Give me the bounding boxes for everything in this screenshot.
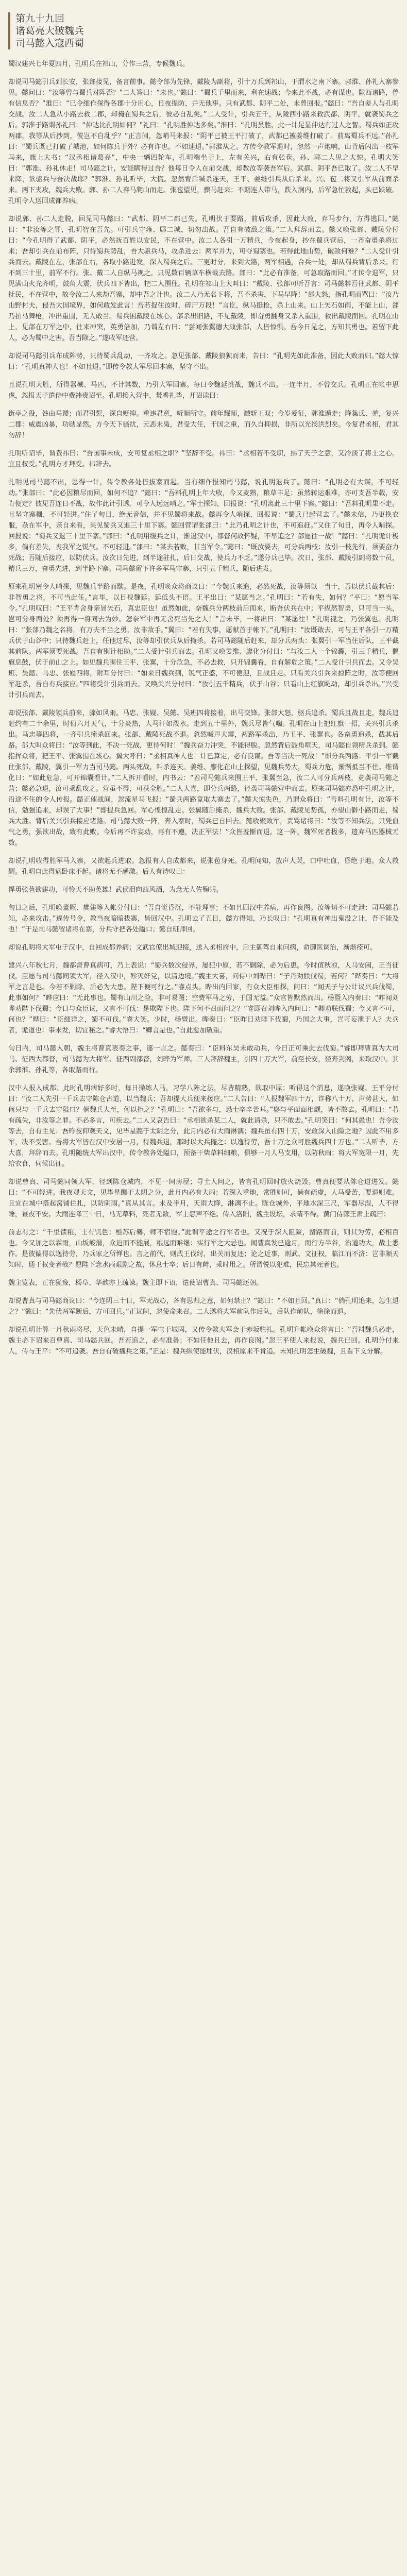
paragraph: 孔明见司马懿不出，思得一计，传令教各处皆拔寨而起。当有细作报知司马懿，说孔明退兵了。懿曰：“孔明必有大谋，不可轻动。”张郃曰：“此必因粮尽而回，如何不追？”懿曰：“吾料孔明上年大收，今又麦熟，粮草丰足；虽然转运艰难，亦可支吾半载，安肯便走？彼见吾连日不战，故作此计引诱。可令人远远哨之。”军士探知，回报说：“孔明离此三十里下寨。”懿曰：“吾料孔明果不走。且坚守寨栅，不可轻进。”住了旬日，绝无音信，并不见蜀将来战。懿再令人哨探，回报说：“蜀兵已起营去了。”懿未信，乃更换衣服，杂在军中，亲自来看，果见蜀兵又退三十里下寨。懿回营谓张郃曰：“此乃孔明之计也，不可追赶。”又住了旬日，再令人哨探。回报说：“蜀兵又退三十里下寨。”郃曰：“孔明用缓兵之计，渐退汉中，都督何故怀疑，不早追之？郃愿往一战！”懿曰：“孔明诡计极多，倘有差失，丧我军之锐气。不可轻进。”郃曰：“某去若败，甘当军令。”懿曰：“既汝要去，可分兵两枝：汝引一枝先行，须要奋力死战；吾随后接应，以防伏兵。汝次日先进，到半途驻扎，后日交战，使兵力不乏。”遂分兵已毕。次日，张郃、戴陵引副将数十员，精兵三万，奋勇先进，到半路下寨。司马懿留下许多军马守寨，只引五千精兵，随后进发。	[8, 479, 399, 573]
paragraph: 孔明听诏毕，谓费祎曰：“吾国事未成，安可复丞相之职？”坚辞不受。祎曰：“丞相若不受职，拂了天子之意，又冷淡了将士之心。宜且权受。”孔明方才拜受。祎辞去。	[8, 450, 399, 468]
paragraph: 却说司马懿引兵布成阵势，只待蜀兵乱动，一齐攻之。忽见张郃、戴陵狼狈而来，告曰：“孔明先如此准备，因此大败而归。”懿大惊曰：“孔明真神人也！不如且退。”即传令教大军尽回本寨，坚守不出。	[8, 352, 399, 371]
paragraph: 蜀汉建兴七年夏四月，孔明兵在祁山，分作三营，专候魏兵。	[8, 60, 190, 68]
chapter-title-line-2: 司马懿入寇西蜀	[15, 38, 84, 49]
paragraph: 却说孔明将大军屯于汉中，自回成都养病；文武官僚出城迎接，送入丞相府中，后主御驾自来问病，命御医调治，渐渐痊可。	[8, 944, 377, 952]
paragraph: 却说曹真与司马懿商议曰：“今连阴三十日，军无战心，各有思归之意，如何禁止？”懿曰：“不如且回。”真曰：“倘孔明追来，怎生退之？”懿曰：“先伏两军断后，方可回兵。”正议间，忽使命来召。二人遂将大军前队作后队，后队作前队，徐徐而退。	[8, 1297, 399, 1316]
chapter-title-line-1: 诸葛亮大破魏兵	[15, 25, 84, 37]
paragraph: 悍勇张苞欲建功，可怜天不助英雄！武侯泪向西风洒，为念无人佐鞠躬。	[8, 886, 223, 894]
paragraph: 汉中人报入成都。此时孔明病好多时，每日操练人马，习学八阵之法，尽皆精熟，欲取中原；听得这个消息，遂唤张嶷、王平分付曰：“汝二人先引一千兵去守陈仓古道，以当魏兵；吾却提大兵便来接应。”二人告曰：“人报魏军四十万，诈称八十万，声势甚大，如何只与一千兵去守隘口？倘魏兵大至，何以拒之？”孔明曰：“吾欲多与，恐士卒辛苦耳。”嶷与平面面相觑，皆不敢去。孔明曰：“若有疏失，非汝等之罪。不必多言，可疾去。”二人又哀告曰：“丞相欲杀某二人，就此请杀，只不敢去。”孔明笑曰：“何其愚也！吾令汝等去，自有主见：吾昨夜仰观天文，见毕星躔于太阴之分，此月内必有大雨淋漓；魏兵虽有四十万，安敢深入山险之地？因此不用多军，决不受害。吾将大军皆在汉中安居一月，待魏兵退，那时以大兵掩之：以逸待劳，吾十万之众可胜魏兵四十万也。”二人听毕，方大喜，拜辞而去。孔明随统大军出汉中，传令教各处隘口，预备干柴草料细粮，俱够一月人马支用，以防秋雨；将大军宽限一月，先给衣食，伺候出征。	[8, 1084, 399, 1168]
paragraph: 旬日内，司马懿入朝，魏主将曹真表奏之事，逐一言之。懿奏曰：“臣料东吴未敢动兵，今日正可乘此去伐蜀。”睿即拜曹真为大司马、征西大都督，司马懿为大将军、征西副都督，刘晔为军师。三人拜辞魏主，引四十万大军，前至长安，径奔剑阁，来取汉中。其余郭淮、孙礼等，各取路而行。	[8, 1045, 399, 1074]
paragraph: 却说曹真、司马懿同领大军，径到陈仓城内，不见一间房屋；寻土人问之，皆言孔明回时放火烧毁。曹真便要从陈仓道进发。懿曰：“不可轻进。我夜观天文，见毕星躔于太阴之分，此月内必有大雨；若深入重地，常胜则可，倘有疏虞，人马受苦，要退则难。且宜在城中搭起窝铺住扎，以防阴雨。”真从其言。未及半月，天雨大降，淋漓不止。陈仓城外，平地水深三尺，军器尽湿，人不得睡，昼夜不安。大雨连降三十日，马无草料，死者无数，军士怨声不绝。传入洛阳，魏主设坛，求晴不得。黄门侍郎王肃上疏曰：	[8, 1178, 399, 1218]
chapter-title	[8, 12, 399, 49]
paragraph: 却说张郃、戴陵领兵前来，骤如风雨。马忠、张嶷、吴懿、吴班四将接着，出马交锋。张郃大怒，驱兵追杀。蜀兵且战且走，魏兵追赶约有二十余里，时值六月天气，十分炎热，人马汗如泼水。走到五十里外，魏兵尽皆气喘。孔明在山上把红旗一招，关兴引兵杀出。马忠等四将，一齐引兵掩杀回来。张郃、戴陵死战不退。忽然喊声大震，两路军杀出，乃王平、张翼也。各奋勇追杀，截其后路。郃大叫众将曰：“汝等到此，不决一死战，更待何时！”魏兵奋力冲突，不能得脱。忽然背后鼓角喧天，司马懿自领精兵杀到。懿指挥众将，把王平、张翼围在垓心。翼大呼曰：“丞相真神人也！计已算定，必有良谋。吾等当决一死战！”即分兵两路：平引一军截住张郃、戴陵，翼引一军力当司马懿。两头死战，叫杀连天。姜维、廖化在山上探望，见魏兵势大，蜀兵力危，渐渐抵当不住。维谓化曰：“如此危急，可开锦囊看计。”二人拆开看时，内书云：“若司马懿兵来围王平、张翼至急，汝二人可分兵两枝，竟袭司马懿之营；懿必急退，汝可乘乱攻之。营虽不得，可获全胜。”二人大喜，即分兵两路，径袭司马懿营中而去。原来司马懿亦恐中孔明之计，沿途不住的令人传报。懿正催战间，忽流星马飞报：“蜀兵两路竟取大寨去了。”懿大惊失色，乃谓众将曰：“吾料孔明有计，汝等不信，勉强追来，却误了大事！”即提兵急回。军心惶惶乱走。张翼随后掩杀，魏兵大败。张郃、戴陵见势孤，亦望山僻小路而走，蜀兵大胜。背后关兴引兵接应诸路。司马懿大败一阵，奔入寨时，蜀兵已自回去。懿收聚败军，责骂诸将曰：“汝等不知兵法，只凭血气之勇，强欲出战，致有此败。今后再不许妄动，再有不遵，决正军法！”众皆羞惭而退。这一阵，魏军死者极多，遗弃马匹器械无数。	[8, 709, 399, 847]
paragraph: 却说郭、孙二人走脱，回见司马懿曰：“武都、阴平二郡已失。孔明伏于要路，前后攻杀，因此大败，弃马步行，方得逃回。”懿曰：“非汝等之罪，孔明智在吾先。可引兵守雍、郿二城，切勿出战。吾自有破敌之策。”二人拜辞而去。懿又唤张郃、戴陵分付曰：“今孔明得了武都、阴平，必然抚百姓以安民，不在营中。汝二人各引一万精兵，今夜起身，抄在蜀兵营后，一齐奋勇杀将过来；吾却引兵在前布阵，只待蜀兵势乱，吾大驱兵马，攻杀进去：两军并力，可夺蜀寨也。若得此地山势，破敌何难？”二人受计引兵而去。戴陵在左，张郃在右，各取小路进发，深入蜀兵之后。三更时分，来到大路，两军相遇，合兵一处，却从蜀兵背后杀来。行不到三十里，前军不行。张、戴二人自纵马视之，只见数百辆草车横截去路。郃曰：“此必有准备，可急取路而回。”才传令退军，只见满山火光齐明，鼓角大震，伏兵四下皆出，把二人围住。孔明在祁山上大叫曰：“戴陵、张郃可听吾言：司马懿料吾往武都、阴平抚民，不在营中，故令汝二人来劫吾寨，却中吾之计也。汝二人乃无名下将，吾不杀害，下马早降！”郃大怒，指孔明而骂曰：“汝乃山野村夫，侵吾大国境界，如何敢发此言！吾若捉住汝时，碎尸万段！”言讫，纵马挺枪，杀上山来。山上矢石如雨，不能上山，郃乃拍马舞枪，冲出重围，无人敢当。蜀兵困戴陵在垓心。郃杀出旧路，不见戴陵，即奋勇翻身又杀入重围，救出戴陵而回。孔明在山上，见郃在万军之中，往来冲突，英勇倍加，乃谓左右曰：“尝闻张翼德大战张郃，人皆惊惧。吾今日见之，方知其勇也。若留下此人，必为蜀中之害。吾当除之。”遂收军还营。	[8, 215, 399, 342]
paragraph: 旬日之后，孔明唤董厥、樊建等入帐分付曰：“吾自觉昏沉，不能理事；不如且回汉中养病，再作良图。汝等切不可走泄：司马懿若知，必来攻击。”遂传号令，教当夜暗暗拔寨，皆回汉中。孔明去了五日，懿方得知，乃长叹曰：“孔明真有神出鬼没之计，吾不能及也！”于是司马懿留诸将在寨，分兵守把各处隘口；懿自班师回。	[8, 904, 399, 934]
paragraph: 前志有之：“千里馈粮，士有饥色；樵苏后爨，师不宿饱。”此谓平途之行军者也。又况于深入阻险，凿路而前，则其为劳，必相百也。今又加之以霖雨，山坂峻滑，众迫而不能展，粮远而难继：实行军之大忌也。闻曹真发已逾月，而行方半谷，治道功大，战士悉作。是彼偏得以逸待劳，乃兵家之所惮也。言之前代，则武王伐纣，出关而复还；论之近事，则武、文征权，临江而不济：岂非顺天知时，通于权变者哉？愿陛下念水雨艰剧之故，休息士卒；后日有衅，乘时用之。所谓悦以犯难，民忘其死者也。	[8, 1229, 399, 1269]
chapter-number: 第九十九回	[15, 13, 65, 24]
paragraph: 魏主览表，正在犹豫，杨阜、华歆亦上疏谏。魏主即下诏，遣使诏曹真、司马懿还朝。	[8, 1279, 263, 1287]
paragraph: 却说孔明收得胜军马入寨，又欲起兵进取。忽报有人自成都来，说张苞身死。孔明闻知，放声大哭，口中吐血，昏绝于地。众人救醒。孔明自此得病卧床不起。诸将无不感激。后人有诗叹曰：	[8, 857, 399, 876]
chapter-content	[8, 59, 399, 1357]
paragraph: 原来孔明密令人哨探，见魏兵半路而歇。是夜，孔明唤众将商议曰：“今魏兵来追，必然死战，汝等须以一当十，吾以伏兵截其后：非智勇之将，不可当此任。”言毕，以目视魏延。延低头不语。王平出曰：“某愿当之。”孔明曰：“若有失，如何？”平曰：“愿当军令。”孔明叹曰：“王平肯舍身亲冒矢石，真忠臣也！虽然如此，奈魏兵分两枝前后而来，断吾伏兵在中；平纵然智勇，只可当一头，岂可分身两处？须再得一将同去为妙。怎奈军中再无舍死当先之人！”言未毕，一将出曰：“某愿往！”孔明视之，乃张翼也。孔明曰：“张郃乃魏之名将，有万夫不当之勇，汝非敌手。”翼曰：“若有失事，愿献首于帐下。”孔明曰：“汝既敢去，可与王平各引一万精兵伏于山谷中；只待魏兵赶上，任他过尽，汝等却引伏兵从后掩杀。若司马懿随后赶来，却分兵两头：张翼引一军当住后队，王平截其前队。两军须要死战。吾自有别计相助。”二人受计引兵而去。孔明又唤姜维、廖化分付曰：“与汝二人一个锦囊，引三千精兵，偃旗息鼓，伏于前山之上。如见魏兵围住王平、张翼，十分危急，不必去救，只开锦囊看，自有解危之策。”二人受计引兵而去。又令吴班、吴懿、马忠、张嶷四将，附耳分付曰：“如来日魏兵到，锐气正盛，不可便迎，且战且走。只看关兴引兵来掠阵之时，汝等便回军赶杀，吾自有兵接应。”四将受计引兵而去。又唤关兴分付曰：“汝引五千精兵，伏于山谷；只看山上红旗飐动，却引兵杀出。”兴受计引兵而去。	[8, 583, 399, 699]
paragraph: 街亭之役，咎由马谡；而君引愆，深自贬抑。重违君意，听顺所守。前年耀师，馘斩王双；今岁爱征，郭淮遁走；降集氐、羌，复兴二郡：威震凶暴，功勋显然。方今天下骚扰，元恶未枭，君受大任，干国之重，而久自抑损，非所以光扬洪烈矣。今复君丞相，君其勿辞！	[8, 410, 399, 439]
paragraph: 建兴八年秋七月，魏都督曹真病可，乃上表说：“蜀兵数次侵界，屡犯中原，若不剿除，必为后患。今时值秋凉，人马安闲，正当征伐。臣愿与司马懿同领大军，径入汉中，殄灭奸党，以清边境。”魏主大喜，问侍中刘晔曰：“子丹劝朕伐蜀，若何？”晔奏曰：“大将军之言是也。今若不剿除，后必为大患。陛下便可行之。”睿点头。晔出内回家，有众大臣相探，问曰：“闻天子与公计议兴兵伐蜀，此事如何？”晔应曰：“无此事也。蜀有山川之险，非可易图；空费军马之劳，于国无益。”众官皆默然而出。杨暨入内奏曰：“昨闻刘晔劝陛下伐蜀；今日与众臣议，又言不可伐：是欺陛下也。陛下何不召而问之？”睿即召刘晔入内问曰：“卿劝朕伐蜀；今又言不可，何也？”晔曰：“臣细详之，蜀不可伐。”睿大笑。少时，杨暨出。晔奏曰：“臣昨日劝陛下伐蜀，乃国之大事，岂可妄泄于人？夫兵者，诡道也：事未发，切宜秘之。”睿大悟曰：“卿言是也。”自此愈加敬重。	[8, 962, 399, 1035]
paragraph: 且说孔明大胜，所得器械、马匹，不计其数，乃引大军回寨。每日令魏延挑战，魏兵不出。一连半月，不曾交兵。孔明正在帐中思虑，忽报天子遣侍中费祎赍诏至。孔明接入营中，焚香礼毕，开诏读曰：	[8, 381, 399, 400]
paragraph: 却说孔明计算一月秋雨将尽，天色未晴，自提一军屯于城固，又传令教大军会于赤坂驻扎。孔明升帐唤众将言曰：“吾料魏兵必走，魏主必下诏来召曹真、司马懿兵回。吾若追之，必有准备；不如任他且去，再作良图。”忽王平使人来报说，魏兵已回。孔明分付来人，传与王平：“不可追袭。吾自有破魏兵之策。”正是：魏兵纵使能埋伏，汉相原来不肯追。未知孔明怎生破魏，且看下文分解。	[8, 1326, 399, 1355]
paragraph: 却说司马懿引兵到长安，张郃接见，备言前事。懿令郃为先锋，戴陵为副将，引十万兵到祁山，于渭水之南下寨。郭淮、孙礼入寨参见。懿问曰：“汝等曾与蜀兵对阵否？”二人答曰：“未也。”懿曰：“蜀兵千里而来，利在速战；今来此不战，必有谋也。陇西诸路，曾有信息否？”淮曰：“已令细作探得各郡十分用心，日夜提防，并无他事。只有武都、阴平二处，未曾回报。”懿曰：“吾自差人与孔明交战。汝二人急从小路去救二郡，却掩在蜀兵之后，彼必自乱矣。”二人受计，引兵五千，从陇西小路来救武都、阴平，就袭蜀兵之后。郭淮于路谓孙礼曰：“仲达比孔明如何？”礼曰：“孔明胜仲达多矣。”淮曰：“孔明虽胜，此一计足显仲达有过人之智。蜀兵如正攻两郡，我等从后抄到，彼岂不自乱乎？”正言间，忽哨马来报：“阴平已被王平打破了，武都已被姜维打破了。前离蜀兵不远。”孙礼曰：“蜀兵既已打破了城池，如何陈兵于外？必有诈也。不如速退。”郭淮从之。方传令教军退时，忽然一声炮响，山背后闪出一枝军马来，旗上大书：“汉丞相诸葛亮”，中央一辆四轮车，孔明端坐于上，左有关兴，右有张苞。孙、郭二人见之大惊。孔明大笑曰：“郭淮、孙礼休走！司马懿之计，安能瞒得过吾？他每日令人在前交战，却教汝等袭吾军后。武都、阴平吾已取了。汝二人不早来降，欲驱兵与吾决战耶？”郭淮、孙礼听毕，大慌。忽然背后喊杀连天，王平、姜维引兵从后杀来。兴、苞二将又引军从前面杀来。两下夹攻，魏兵大败。郭、孙二人弃马爬山而走。张苞望见，骤马赶来；不期连人带马，跌入涧内，后军急忙救起，头已跌破。孔明令人送回成都养病。	[8, 78, 399, 205]
